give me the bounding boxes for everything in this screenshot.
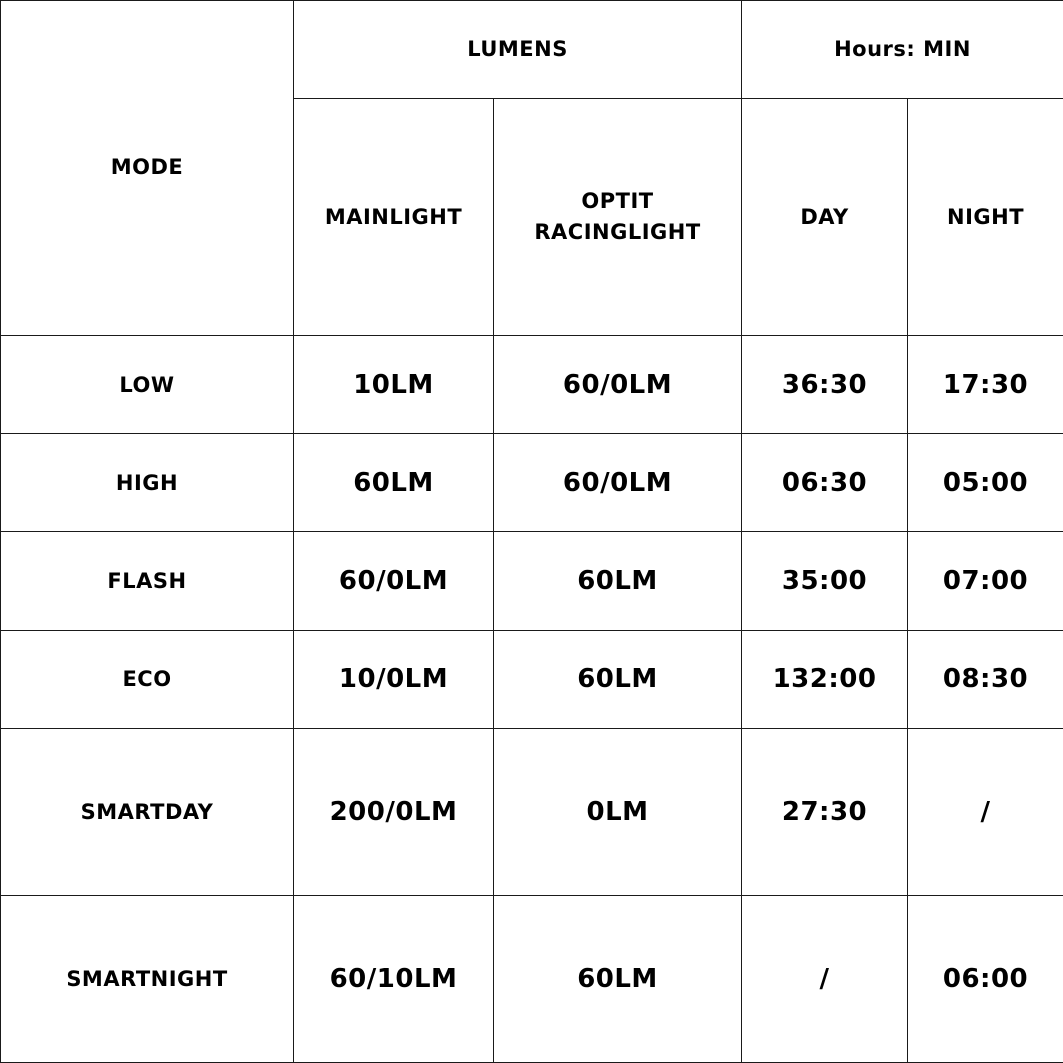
mode-cell: HIGH xyxy=(1,434,294,532)
mainlight-cell: 10LM xyxy=(294,336,494,434)
optit-header-line1: OPTIT xyxy=(581,189,654,214)
mode-cell: SMARTNIGHT xyxy=(1,895,294,1062)
night-cell: 07:00 xyxy=(908,532,1063,630)
table-row xyxy=(1,895,1063,1062)
optit-cell: 60LM xyxy=(494,630,742,728)
day-cell: 36:30 xyxy=(742,336,908,434)
optit-cell: 60/0LM xyxy=(494,336,742,434)
night-cell: 08:30 xyxy=(908,630,1063,728)
day-cell: 06:30 xyxy=(742,434,908,532)
lumens-header: LUMENS xyxy=(294,1,742,99)
optit-cell: 60LM xyxy=(494,532,742,630)
night-cell: 17:30 xyxy=(908,336,1063,434)
night-cell: 05:00 xyxy=(908,434,1063,532)
mode-cell: LOW xyxy=(1,336,294,434)
mainlight-cell: 60/0LM xyxy=(294,532,494,630)
hours-header: Hours: MIN xyxy=(742,1,1063,99)
mode-cell: SMARTDAY xyxy=(1,728,294,895)
mainlight-cell: 10/0LM xyxy=(294,630,494,728)
mainlight-cell: 60/10LM xyxy=(294,895,494,1062)
table-row xyxy=(1,630,1063,728)
night-header: NIGHT xyxy=(908,99,1063,336)
mode-cell: FLASH xyxy=(1,532,294,630)
day-cell: / xyxy=(742,895,908,1062)
header-row-top xyxy=(1,1,1063,99)
optit-header-line2: RACINGLIGHT xyxy=(534,220,701,245)
optit-cell: 60LM xyxy=(494,895,742,1062)
night-cell: / xyxy=(908,728,1063,895)
table-row xyxy=(1,728,1063,895)
mainlight-header: MAINLIGHT xyxy=(294,99,494,336)
mainlight-cell: 60LM xyxy=(294,434,494,532)
mode-header: MODE xyxy=(1,1,294,336)
day-cell: 132:00 xyxy=(742,630,908,728)
day-cell: 35:00 xyxy=(742,532,908,630)
day-header: DAY xyxy=(742,99,908,336)
optit-racinglight-header xyxy=(494,99,742,336)
table-row xyxy=(1,434,1063,532)
optit-cell: 60/0LM xyxy=(494,434,742,532)
night-cell: 06:00 xyxy=(908,895,1063,1062)
optit-cell: 0LM xyxy=(494,728,742,895)
mode-cell: ECO xyxy=(1,630,294,728)
mainlight-cell: 200/0LM xyxy=(294,728,494,895)
table-row xyxy=(1,336,1063,434)
table-row xyxy=(1,532,1063,630)
day-cell: 27:30 xyxy=(742,728,908,895)
